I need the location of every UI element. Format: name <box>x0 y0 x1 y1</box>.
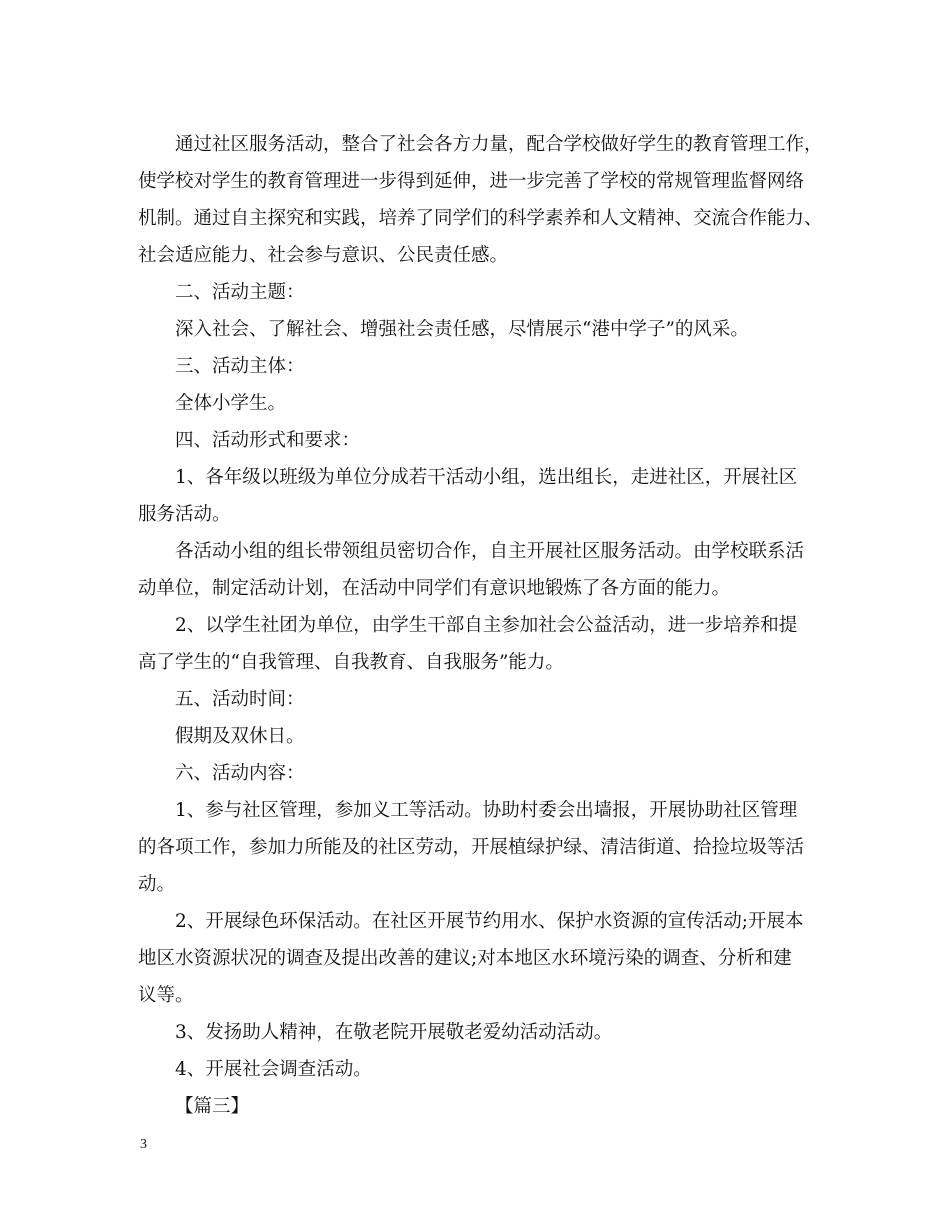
text-line: 服务活动。 <box>138 504 231 525</box>
section-heading-theme <box>138 274 818 311</box>
text-line: 地区水资源状况的调查及提出改善的建议;对本地区水环境污染的调查、分析和建 <box>138 948 792 969</box>
text-line: 六、活动内容： <box>175 763 305 784</box>
section-marker-part-three <box>138 1088 818 1125</box>
paragraph-form-3 <box>138 607 818 681</box>
paragraph-content-1 <box>138 792 818 903</box>
text-line: 4、开展社会调查活动。 <box>175 1059 372 1080</box>
section-heading-time <box>138 681 818 718</box>
text-line: 动单位，制定活动计划，在活动中同学们有意识地锻炼了各方面的能力。 <box>138 578 731 599</box>
paragraph-content-2 <box>138 903 818 1014</box>
text-line: 动。 <box>138 874 176 895</box>
body-text <box>138 126 823 1125</box>
text-line: 全体小学生。 <box>175 393 287 414</box>
text-line: 1、各年级以班级为单位分成若干活动小组，选出组长，走进社区，开展社区 <box>175 467 798 488</box>
section-heading-subject <box>138 348 818 385</box>
text-line: 机制。通过自主探究和实践，培养了同学们的科学素养和人文精神、交流合作能力、 <box>138 208 823 229</box>
text-line: 议等。 <box>138 985 194 1006</box>
text-line: 四、活动形式和要求： <box>175 430 361 451</box>
paragraph-subject <box>138 385 818 422</box>
paragraph-summary <box>138 126 823 274</box>
paragraph-theme <box>138 311 818 348</box>
text-line: 深入社会、了解社会、增强社会责任感，尽情展示“港中学子”的风采。 <box>175 319 749 340</box>
text-line: 高了学生的“自我管理、自我教育、自我服务”能力。 <box>138 652 564 673</box>
text-line: 通过社区服务活动，整合了社会各方力量，配合学校做好学生的教育管理工作， <box>175 134 823 155</box>
text-line: 五、活动时间： <box>175 689 305 710</box>
section-heading-content <box>138 755 818 792</box>
paragraph-content-4 <box>138 1051 818 1088</box>
text-line: 2、开展绿色环保活动。在社区开展节约用水、保护水资源的宣传活动;开展本 <box>175 911 804 932</box>
text-line: 社会适应能力、社会参与意识、公民责任感。 <box>138 245 509 266</box>
paragraph-time <box>138 718 818 755</box>
section-heading-form <box>138 422 818 459</box>
text-line: 【篇三】 <box>175 1096 250 1117</box>
paragraph-form-1 <box>138 459 818 533</box>
text-line: 1、参与社区管理，参加义工等活动。协助村委会出墙报，开展协助社区管理 <box>175 800 798 821</box>
text-line: 各活动小组的组长带领组员密切合作，自主开展社区服务活动。由学校联系活 <box>175 541 805 562</box>
text-line: 的各项工作，参加力所能及的社区劳动，开展植绿护绿、清洁街道、拾捡垃圾等活 <box>138 837 805 858</box>
text-line: 二、活动主题： <box>175 282 305 303</box>
text-line: 使学校对学生的教育管理进一步得到延伸，进一步完善了学校的常规管理监督网络 <box>138 171 805 192</box>
text-line: 假期及双休日。 <box>175 726 305 747</box>
paragraph-content-3 <box>138 1014 818 1051</box>
paragraph-form-2 <box>138 533 818 607</box>
text-line: 2、以学生社团为单位，由学生干部自主参加社会公益活动，进一步培养和提 <box>175 615 798 636</box>
text-line: 3、发扬助人精神，在敬老院开展敬老爱幼活动活动。 <box>175 1022 613 1043</box>
page-number: 3 <box>140 1137 147 1152</box>
text-line: 三、活动主体： <box>175 356 305 377</box>
